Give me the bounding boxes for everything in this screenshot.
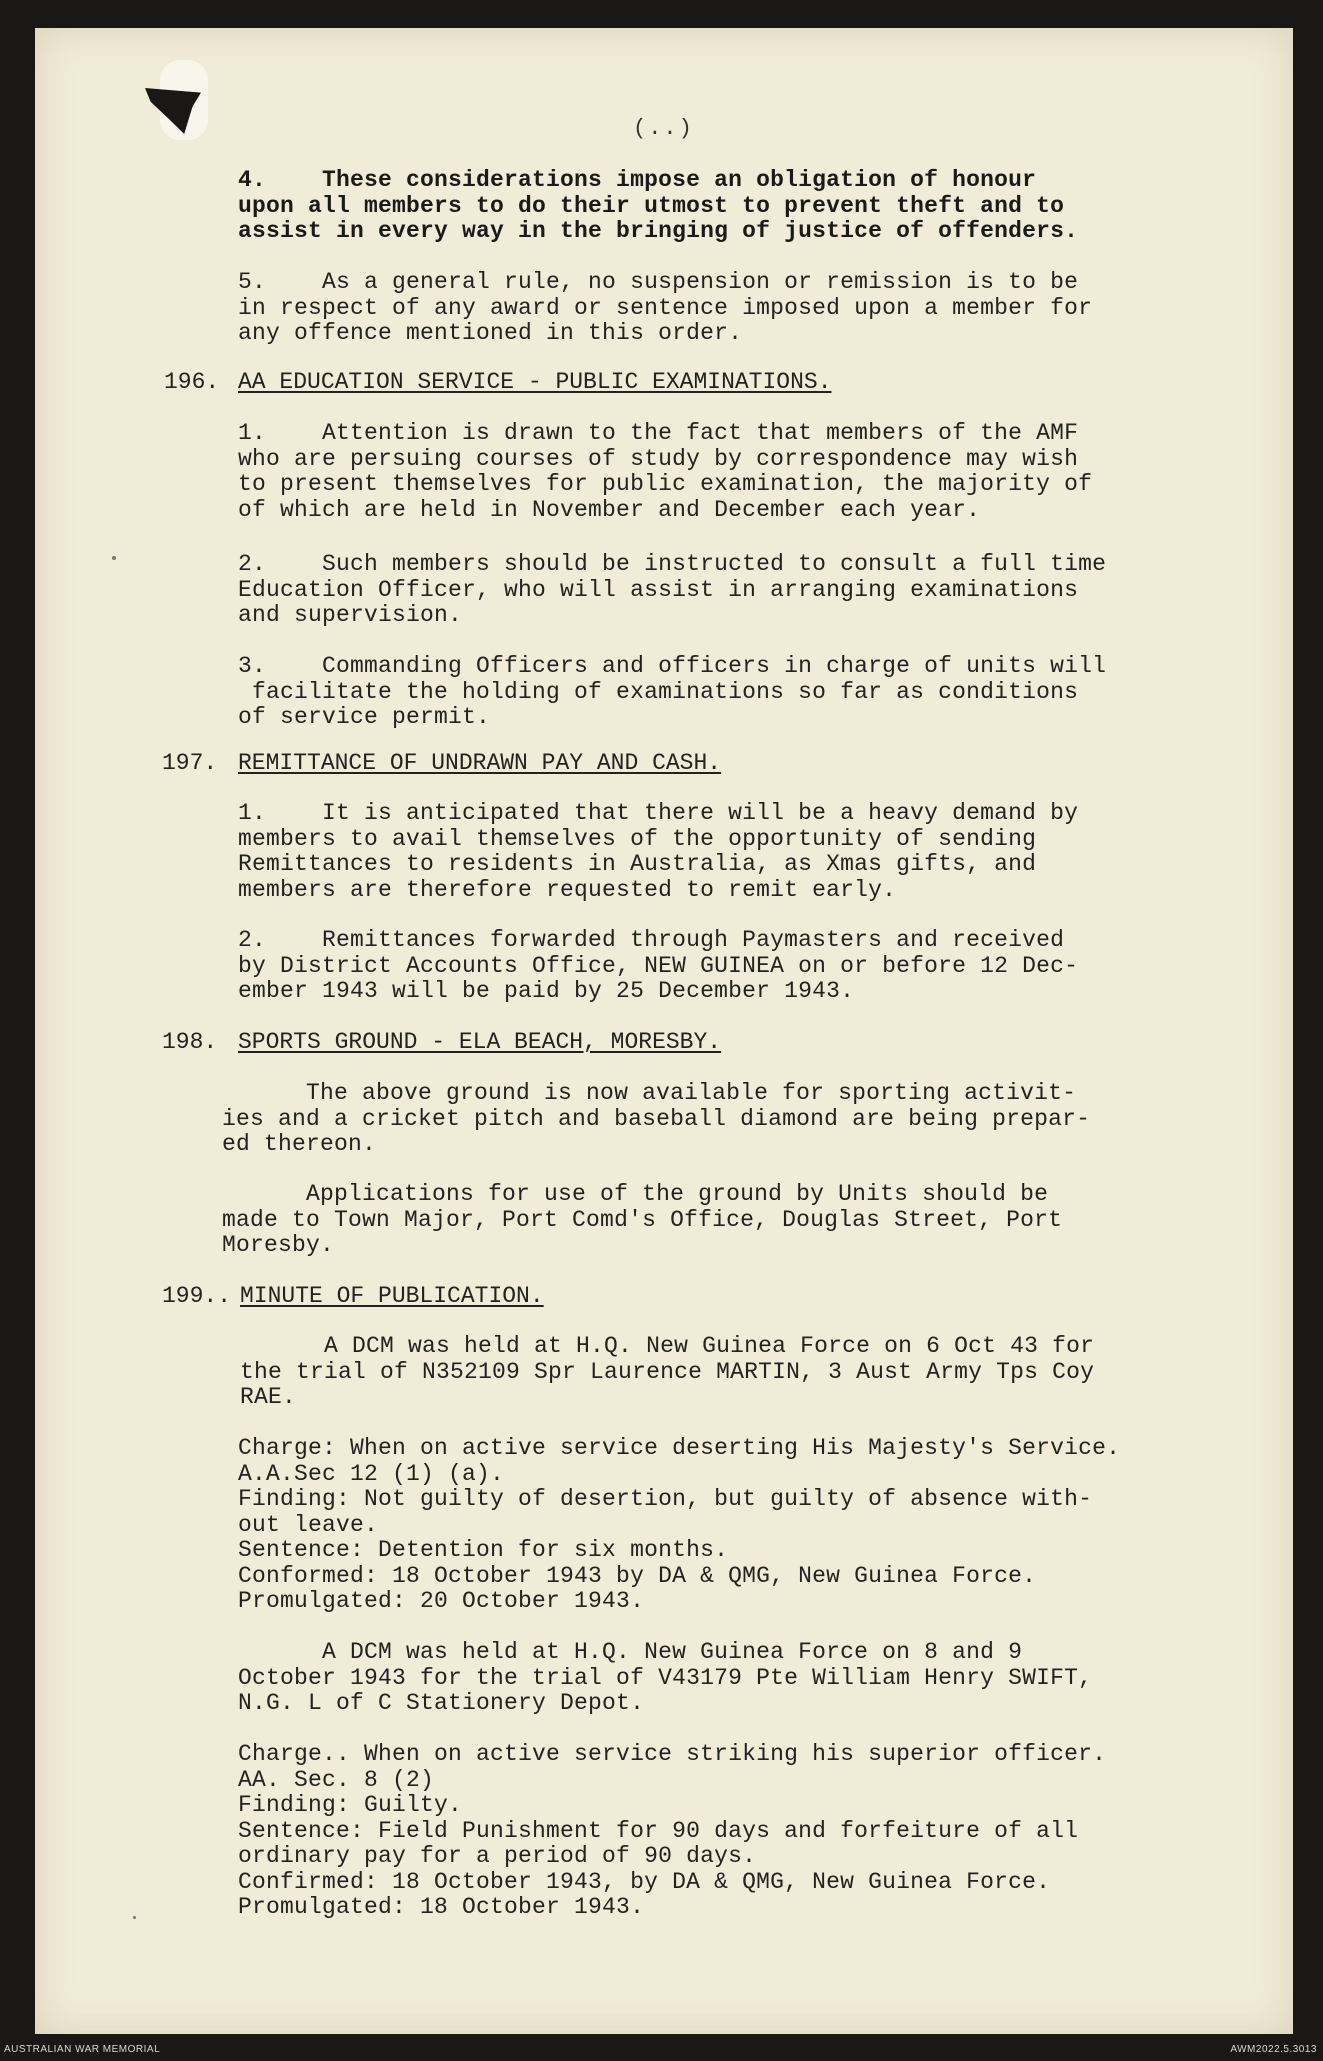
paper-speck — [112, 556, 116, 560]
section-197-heading: REMITTANCE OF UNDRAWN PAY AND CASH. — [238, 750, 722, 776]
section-197-para-2: 2. Remittances forwarded through Paymasters and received by District Accounts Office, NEW GUINEA on or before 12 Dec- ember 1943 will be paid by 25 December 1943. — [238, 927, 1079, 1004]
section-197-para-1: 1. It is anticipated that there will be a heavy demand by members to avail themselves of the opportunity of sending Remittances to residents in Australia, as Xmas gifts, and members are therefore requested to remit early. — [238, 800, 1079, 903]
section-196-para-3: 3. Commanding Officers and officers in charge of units will facilitate the holding of examinations so far as conditions of service permit. — [238, 653, 1107, 730]
section-199-para-2: Charge: When on active service deserting His Majesty's Service. A.A.Sec 12 (1) (a). Finding: Not guilty of desertion, but guilty of absence with- out leave. Sentence: Detention for six months. Conformed: 18 October 1943 by DA & QMG, New Guinea Force. Promulgated: 20 October 1943. — [238, 1435, 1121, 1614]
section-196-para-1: 1. Attention is drawn to the fact that members of the AMF who are persuing courses of study by correspondence may wish to present themselves for public examination, the majority of of which are held in November and December each year. — [238, 420, 1093, 523]
section-199-para-1: A DCM was held at H.Q. New Guinea Force on 6 Oct 43 for the trial of N352109 Spr Laurence MARTIN, 3 Aust Army Tps Coy RAE. — [240, 1333, 1095, 1410]
footer-institution: AUSTRALIAN WAR MEMORIAL — [4, 2044, 161, 2055]
section-197-number: 197. — [162, 750, 218, 776]
section-199-heading: MINUTE OF PUBLICATION. — [240, 1283, 544, 1309]
section-196-heading: AA EDUCATION SERVICE - PUBLIC EXAMINATIONS. — [238, 369, 832, 395]
section-198-para-2: Applications for use of the ground by Units should be made to Town Major, Port Comd's Office, Douglas Street, Port Moresby. — [222, 1181, 1063, 1258]
section-198-para-1: The above ground is now available for sporting activit- ies and a cricket pitch and baseball diamond are being prepar- ed thereon. — [222, 1080, 1091, 1157]
paper-speck — [133, 1916, 136, 1919]
paragraph-5: 5. As a general rule, no suspension or remission is to be in respect of any award or sentence imposed upon a member for any offence mentioned in this order. — [238, 269, 1093, 346]
page-mark: (..) — [633, 116, 694, 141]
section-198-heading: SPORTS GROUND - ELA BEACH, MORESBY. — [238, 1029, 722, 1055]
section-199-para-3: A DCM was held at H.Q. New Guinea Force on 8 and 9 October 1943 for the trial of V43179 Pte William Henry SWIFT, N.G. L of C Stationery Depot. — [238, 1639, 1093, 1716]
section-196-number: 196. — [164, 369, 220, 395]
paragraph-4: 4. These considerations impose an obligation of honour upon all members to do their utmost to prevent theft and to assist in every way in the bringing of justice of offenders. — [238, 167, 1079, 244]
section-196-para-2: 2. Such members should be instructed to consult a full time Education Officer, who will assist in arranging examinations and supervision. — [238, 551, 1107, 628]
section-199-para-4: Charge.. When on active service striking his superior officer. AA. Sec. 8 (2) Finding: Guilty. Sentence: Field Punishment for 90 days and forfeiture of all ordinary pay for a period of 90 days. Confirmed: 18 October 1943, by DA & QMG, New Guinea Force. Promulgated: 18 October 1943. — [238, 1741, 1107, 1920]
section-198-number: 198. — [162, 1029, 218, 1055]
section-199-number: 199.. — [162, 1283, 232, 1309]
footer-accession-number: AWM2022.5.3013 — [1230, 2044, 1317, 2055]
